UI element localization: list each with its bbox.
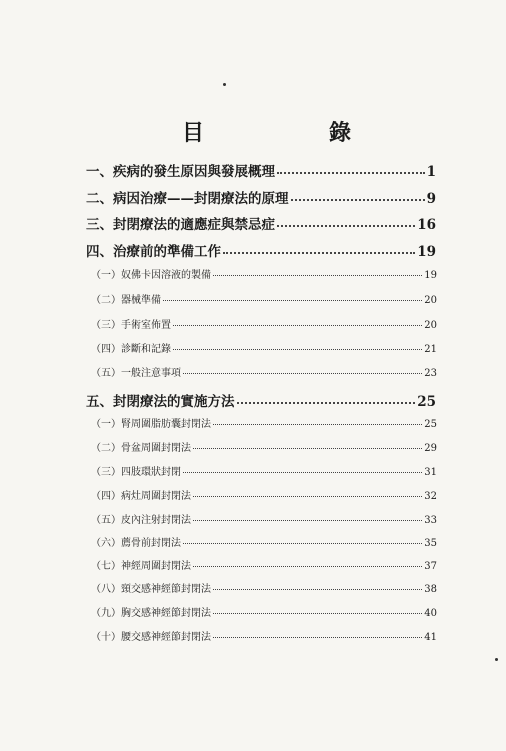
toc-page-number: 20: [424, 295, 437, 306]
toc-page-number: 33: [424, 515, 437, 526]
toc-page-number: 37: [424, 561, 437, 572]
toc-page-number: 31: [424, 467, 437, 478]
toc-page-number: 1: [426, 164, 436, 180]
dot-leader: [277, 172, 425, 174]
toc-entry-label: （五）皮內注射封閉法: [91, 515, 191, 526]
toc-entry-label: 三、封閉療法的適應症與禁忌症: [86, 217, 275, 233]
toc-chapter-entry: [86, 240, 436, 260]
toc-chapter-entry: [86, 160, 436, 180]
toc-entry-label: 一、疾病的發生原因與發展概理: [86, 164, 275, 180]
toc-page-number: 29: [424, 443, 437, 454]
toc-entry-label: （一）奴佛卡因溶液的製備: [91, 270, 211, 281]
toc-section-entry: [91, 534, 437, 549]
toc-section-entry: [91, 316, 437, 331]
toc-section-entry: [91, 340, 437, 355]
toc-page-number: 16: [417, 217, 436, 233]
toc-page-number: 40: [424, 608, 437, 619]
toc-page-number: 19: [417, 244, 436, 260]
toc-entry-label: （三）四肢環狀封閉: [91, 467, 181, 478]
dot-leader: [223, 252, 415, 254]
dot-leader: [277, 225, 415, 227]
toc-page-number: 41: [424, 632, 437, 643]
toc-entry-label: （一）腎周圍脂肪囊封閉法: [91, 419, 211, 430]
toc-page-number: 32: [424, 491, 437, 502]
toc-entry-label: 五、封閉療法的實施方法: [86, 394, 235, 410]
toc-entry-label: （四）病灶周圍封閉法: [91, 491, 191, 502]
toc-entry-label: （六）薦骨前封閉法: [91, 538, 181, 549]
dot-leader: [193, 448, 422, 449]
toc-section-entry: [91, 364, 437, 379]
toc-page-number: 19: [424, 270, 437, 281]
toc-section-entry: [91, 557, 437, 572]
toc-page-number: 35: [424, 538, 437, 549]
toc-chapter-entry: [86, 390, 436, 410]
toc-entry-label: （五）一般注意事項: [91, 368, 181, 379]
toc-section-entry: [91, 291, 437, 306]
title-right-char: 錄: [328, 120, 352, 146]
toc-section-entry: [91, 487, 437, 502]
dot-leader: [213, 637, 422, 638]
toc-page-number: 25: [417, 394, 436, 410]
dot-leader: [183, 373, 422, 374]
dot-leader: [237, 402, 416, 404]
toc-entry-label: （十）腰交感神經節封閉法: [91, 632, 211, 643]
dot-leader: [163, 300, 422, 301]
toc-page-number: 25: [424, 419, 437, 430]
toc-entry-label: （八）頸交感神經節封閉法: [91, 584, 211, 595]
toc-entry-label: （三）手術室佈置: [91, 320, 171, 331]
dot-leader: [213, 275, 422, 276]
dot-leader: [213, 589, 422, 590]
dot-leader: [173, 349, 422, 350]
toc-page-number: 21: [424, 344, 437, 355]
toc-entry-label: （四）診斷和記錄: [91, 344, 171, 355]
toc-page-number: 23: [424, 368, 437, 379]
toc-section-entry: [91, 463, 437, 478]
toc-chapter-entry: [86, 213, 436, 233]
toc-section-entry: [91, 415, 437, 430]
dot-leader: [213, 613, 422, 614]
toc-entry-label: （七）神經周圍封閉法: [91, 561, 191, 572]
dot-leader: [213, 424, 422, 425]
dot-leader: [193, 520, 422, 521]
title-left-char: 目: [182, 120, 206, 146]
toc-section-entry: [91, 580, 437, 595]
toc-entry-label: 二、病因治療——封閉療法的原理: [86, 191, 289, 207]
toc-section-entry: [91, 604, 437, 619]
toc-entry-label: （二）骨盆周圍封閉法: [91, 443, 191, 454]
dot-leader: [291, 199, 425, 201]
toc-page-number: 38: [424, 584, 437, 595]
toc-chapter-entry: [86, 187, 436, 207]
dot-leader: [173, 325, 422, 326]
toc-section-entry: [91, 511, 437, 526]
toc-page-number: 20: [424, 320, 437, 331]
dot-leader: [183, 543, 422, 544]
toc-section-entry: [91, 439, 437, 454]
dot-leader: [183, 472, 422, 473]
toc-section-entry: [91, 628, 437, 643]
toc-entry-label: （九）胸交感神經節封閉法: [91, 608, 211, 619]
dot-leader: [193, 566, 422, 567]
toc-section-entry: [91, 266, 437, 281]
dot-leader: [193, 496, 422, 497]
toc-page-number: 9: [426, 191, 436, 207]
toc-entry-label: 四、治療前的準備工作: [86, 244, 221, 260]
toc-entry-label: （二）器械準備: [91, 295, 161, 306]
